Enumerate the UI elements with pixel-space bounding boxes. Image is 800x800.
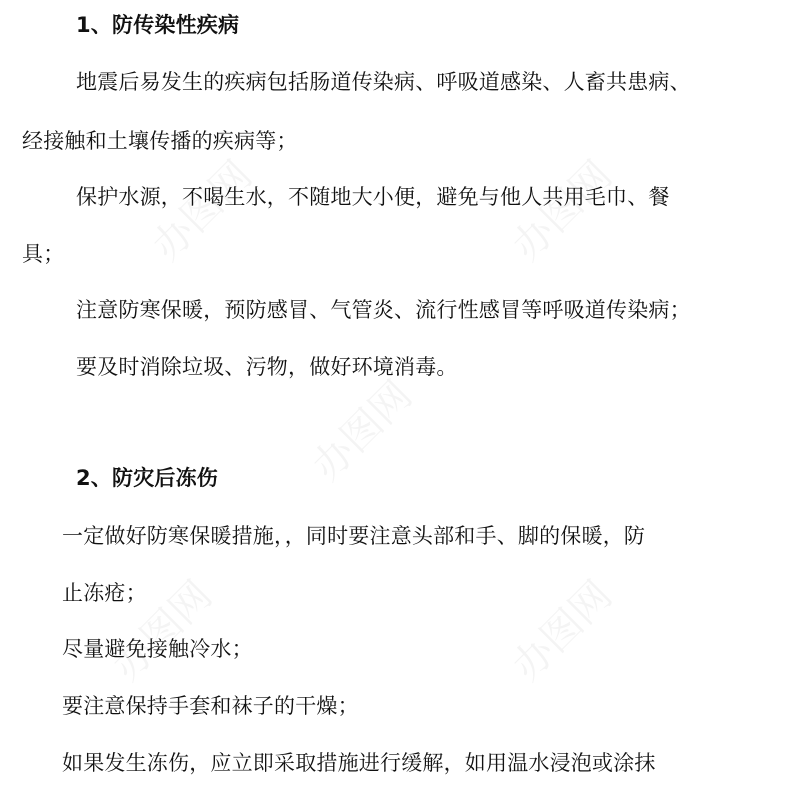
paragraph-line: 一定做好防寒保暖措施，，同时要注意头部和手、脚的保暖，防 <box>62 524 646 548</box>
paragraph-line: 保护水源，不喝生水，不随地大小便，避免与他人共用毛巾、餐 <box>76 185 670 209</box>
watermark <box>497 566 622 691</box>
paragraph-line: 如果发生冻伤，应立即采取措施进行缓解，如用温水浸泡或涂抹 <box>62 751 656 775</box>
paragraph-line: 注意防寒保暖，预防感冒、气管炎、流行性感冒等呼吸道传染病； <box>76 298 691 322</box>
paragraph-line: 地震后易发生的疾病包括肠道传染病、呼吸道感染、人畜共患病、 <box>76 70 691 94</box>
paragraph-line: 要及时消除垃圾、污物，做好环境消毒。 <box>76 355 458 379</box>
paragraph-line: 尽量避免接触冷水； <box>62 637 253 661</box>
paragraph-line: 经接触和土壤传播的疾病等； <box>22 129 298 153</box>
paragraph-line: 具； <box>22 242 65 266</box>
section-heading: 1、防传染性疾病 <box>76 13 240 37</box>
paragraph-line: 止冻疮； <box>62 581 147 605</box>
watermark <box>297 366 422 491</box>
paragraph-line: 要注意保持手套和袜子的干燥； <box>62 694 359 718</box>
section-heading: 2、防灾后冻伤 <box>76 466 219 490</box>
